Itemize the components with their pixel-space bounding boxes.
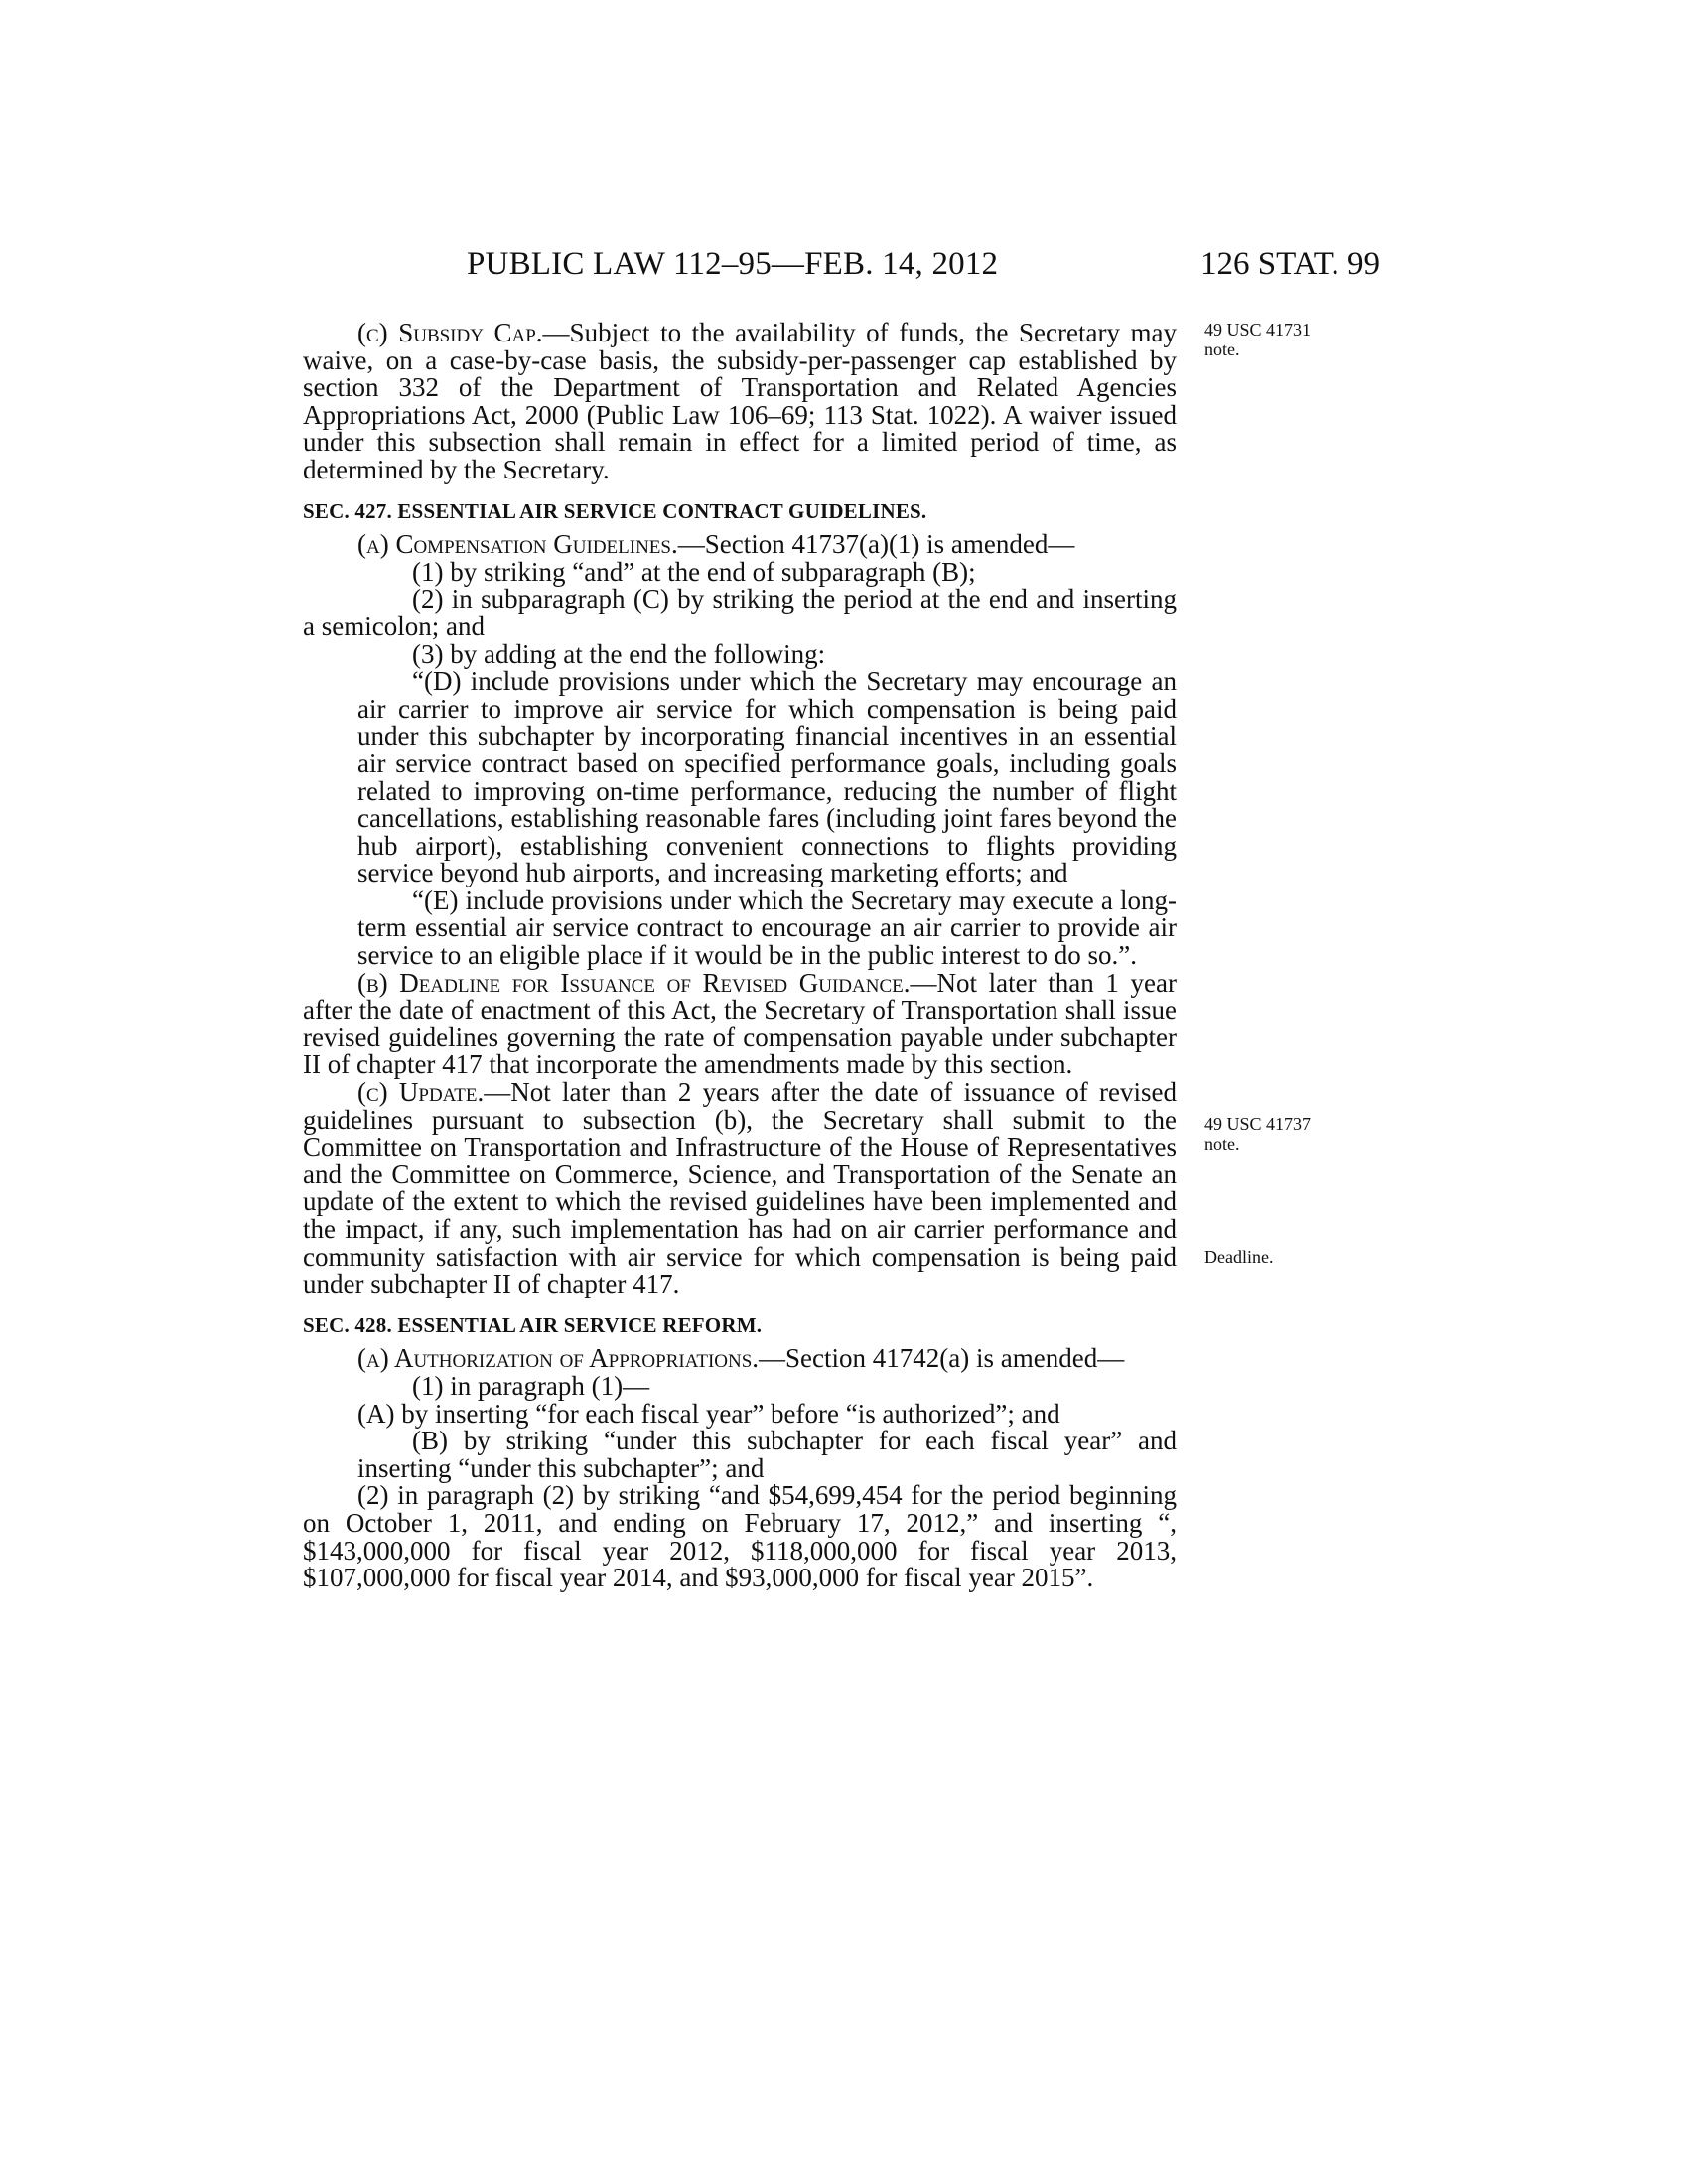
paragraph-427-a bbox=[303, 531, 1177, 559]
item-427-a1: (1) by striking “and” at the end of subparagraph (B); bbox=[412, 556, 976, 587]
item-428-B: (B) by striking “under this subchapter for each fiscal year” and inserting “under this subchapter”; and bbox=[357, 1426, 1177, 1483]
paragraph-428-a bbox=[303, 1345, 1177, 1373]
text-428-a: —Section 41742(a) is amended— bbox=[759, 1343, 1125, 1374]
page-header bbox=[298, 246, 1380, 296]
margin-note-41731: 49 USC 41731 note. bbox=[1204, 320, 1312, 359]
heading-update: (c) Update. bbox=[357, 1077, 485, 1108]
law-text-body bbox=[303, 320, 1177, 1592]
margin-note-41737: 49 USC 41737 note. bbox=[1204, 1114, 1312, 1154]
public-law-title: PUBLIC LAW 112–95—FEB. 14, 2012 bbox=[467, 246, 999, 282]
section-427-title: SEC. 427. ESSENTIAL AIR SERVICE CONTRACT GUIDELINES. bbox=[303, 498, 927, 523]
paragraph-427-b bbox=[303, 967, 1178, 1080]
margin-note-deadline: Deadline. bbox=[1204, 1247, 1274, 1267]
item-428-A: (A) by inserting “for each fiscal year” before “is authorized”; and bbox=[357, 1398, 1060, 1429]
text-427-b: —Not later than 1 year after the date of enactment of this Act, the Secretary of Transportation shall issue revised guidelines governing the rate of compensation payable under subchapter II of chapter 417 that incorporate the amendments made by this section. bbox=[303, 967, 1178, 1080]
text-subsidy-cap: —Subject to the availability of funds, the Secretary may waive, on a case-by-case basis, the subsidy-per-passenger cap established by section 332 of the Department of Transportation and Related Agencies Appropriations Act, 2000 (Public Law 106–69; 113 Stat. 1022). A waiver issued under this subsection shall remain in effect for a limited period of time, as determined by the Secretary. bbox=[303, 318, 1177, 484]
paragraph-subsidy-cap bbox=[303, 320, 1177, 484]
text-427-c: —Not later than 2 years after the date of issuance of revised guidelines pursuant to subsection (b), the Secretary shall submit to the Committee on Transportation and Infrastructure of the House of Representatives and the Committee on Commerce, Science, and Transportation of the Senate an update of the extent to which the revised guidelines have been implemented and the impact, if any, such implementation has had on air carrier performance and community satisfaction with air service for which compensation is being paid under subchapter II of chapter 417. bbox=[303, 1077, 1177, 1299]
paragraph-427-c bbox=[303, 1079, 1177, 1298]
heading-compensation-guidelines: (a) Compensation Guidelines. bbox=[357, 529, 678, 560]
text-427-a: —Section 41737(a)(1) is amended— bbox=[677, 529, 1075, 560]
item-427-D: “(D) include provisions under which the Secretary may encourage an air carrier to improve air service for which compensation is being paid under this subchapter by incorporating financial incentives in an essential air service contract based on specified performance goals, including goals related to improving on-time performance, reducing the number of flight cancellations, establishing reasonable fares (including joint fares beyond the hub airport), establishing convenient connections to flights providing service beyond hub airports, and increasing marketing efforts; and bbox=[357, 666, 1177, 888]
heading-deadline-revised-guidance: (b) Deadline for Issuance of Revised Guidance. bbox=[357, 967, 911, 998]
heading-subsidy-cap: (c) Subsidy Cap. bbox=[357, 318, 543, 347]
item-427-E: “(E) include provisions under which the Secretary may execute a long-term essential air service contract to encourage an air carrier to provide air service to an eligible place if it would be in the public interest to do so.”. bbox=[357, 885, 1177, 971]
item-428-a2: (2) in paragraph (2) by striking “and $54,699,454 for the period beginning on October 1, 2011, and ending on February 17, 2012,” and inserting “, $143,000,000 for fiscal year 2012, $118,000,000 for fiscal year 2013, $107,000,000 for fiscal year 2014, and $93,000,000 for fiscal year 2015”. bbox=[303, 1480, 1177, 1593]
section-428-title: SEC. 428. ESSENTIAL AIR SERVICE REFORM. bbox=[303, 1312, 763, 1337]
item-427-a2: (2) in subparagraph (C) by striking the period at the end and inserting a semicolon; and bbox=[303, 584, 1177, 641]
heading-authorization-appropriations: (a) Authorization of Appropriations. bbox=[357, 1343, 760, 1374]
item-427-a3: (3) by adding at the end the following: bbox=[412, 638, 826, 669]
item-428-a1: (1) in paragraph (1)— bbox=[412, 1370, 650, 1401]
stat-page-number: 126 STAT. 99 bbox=[1199, 246, 1380, 282]
